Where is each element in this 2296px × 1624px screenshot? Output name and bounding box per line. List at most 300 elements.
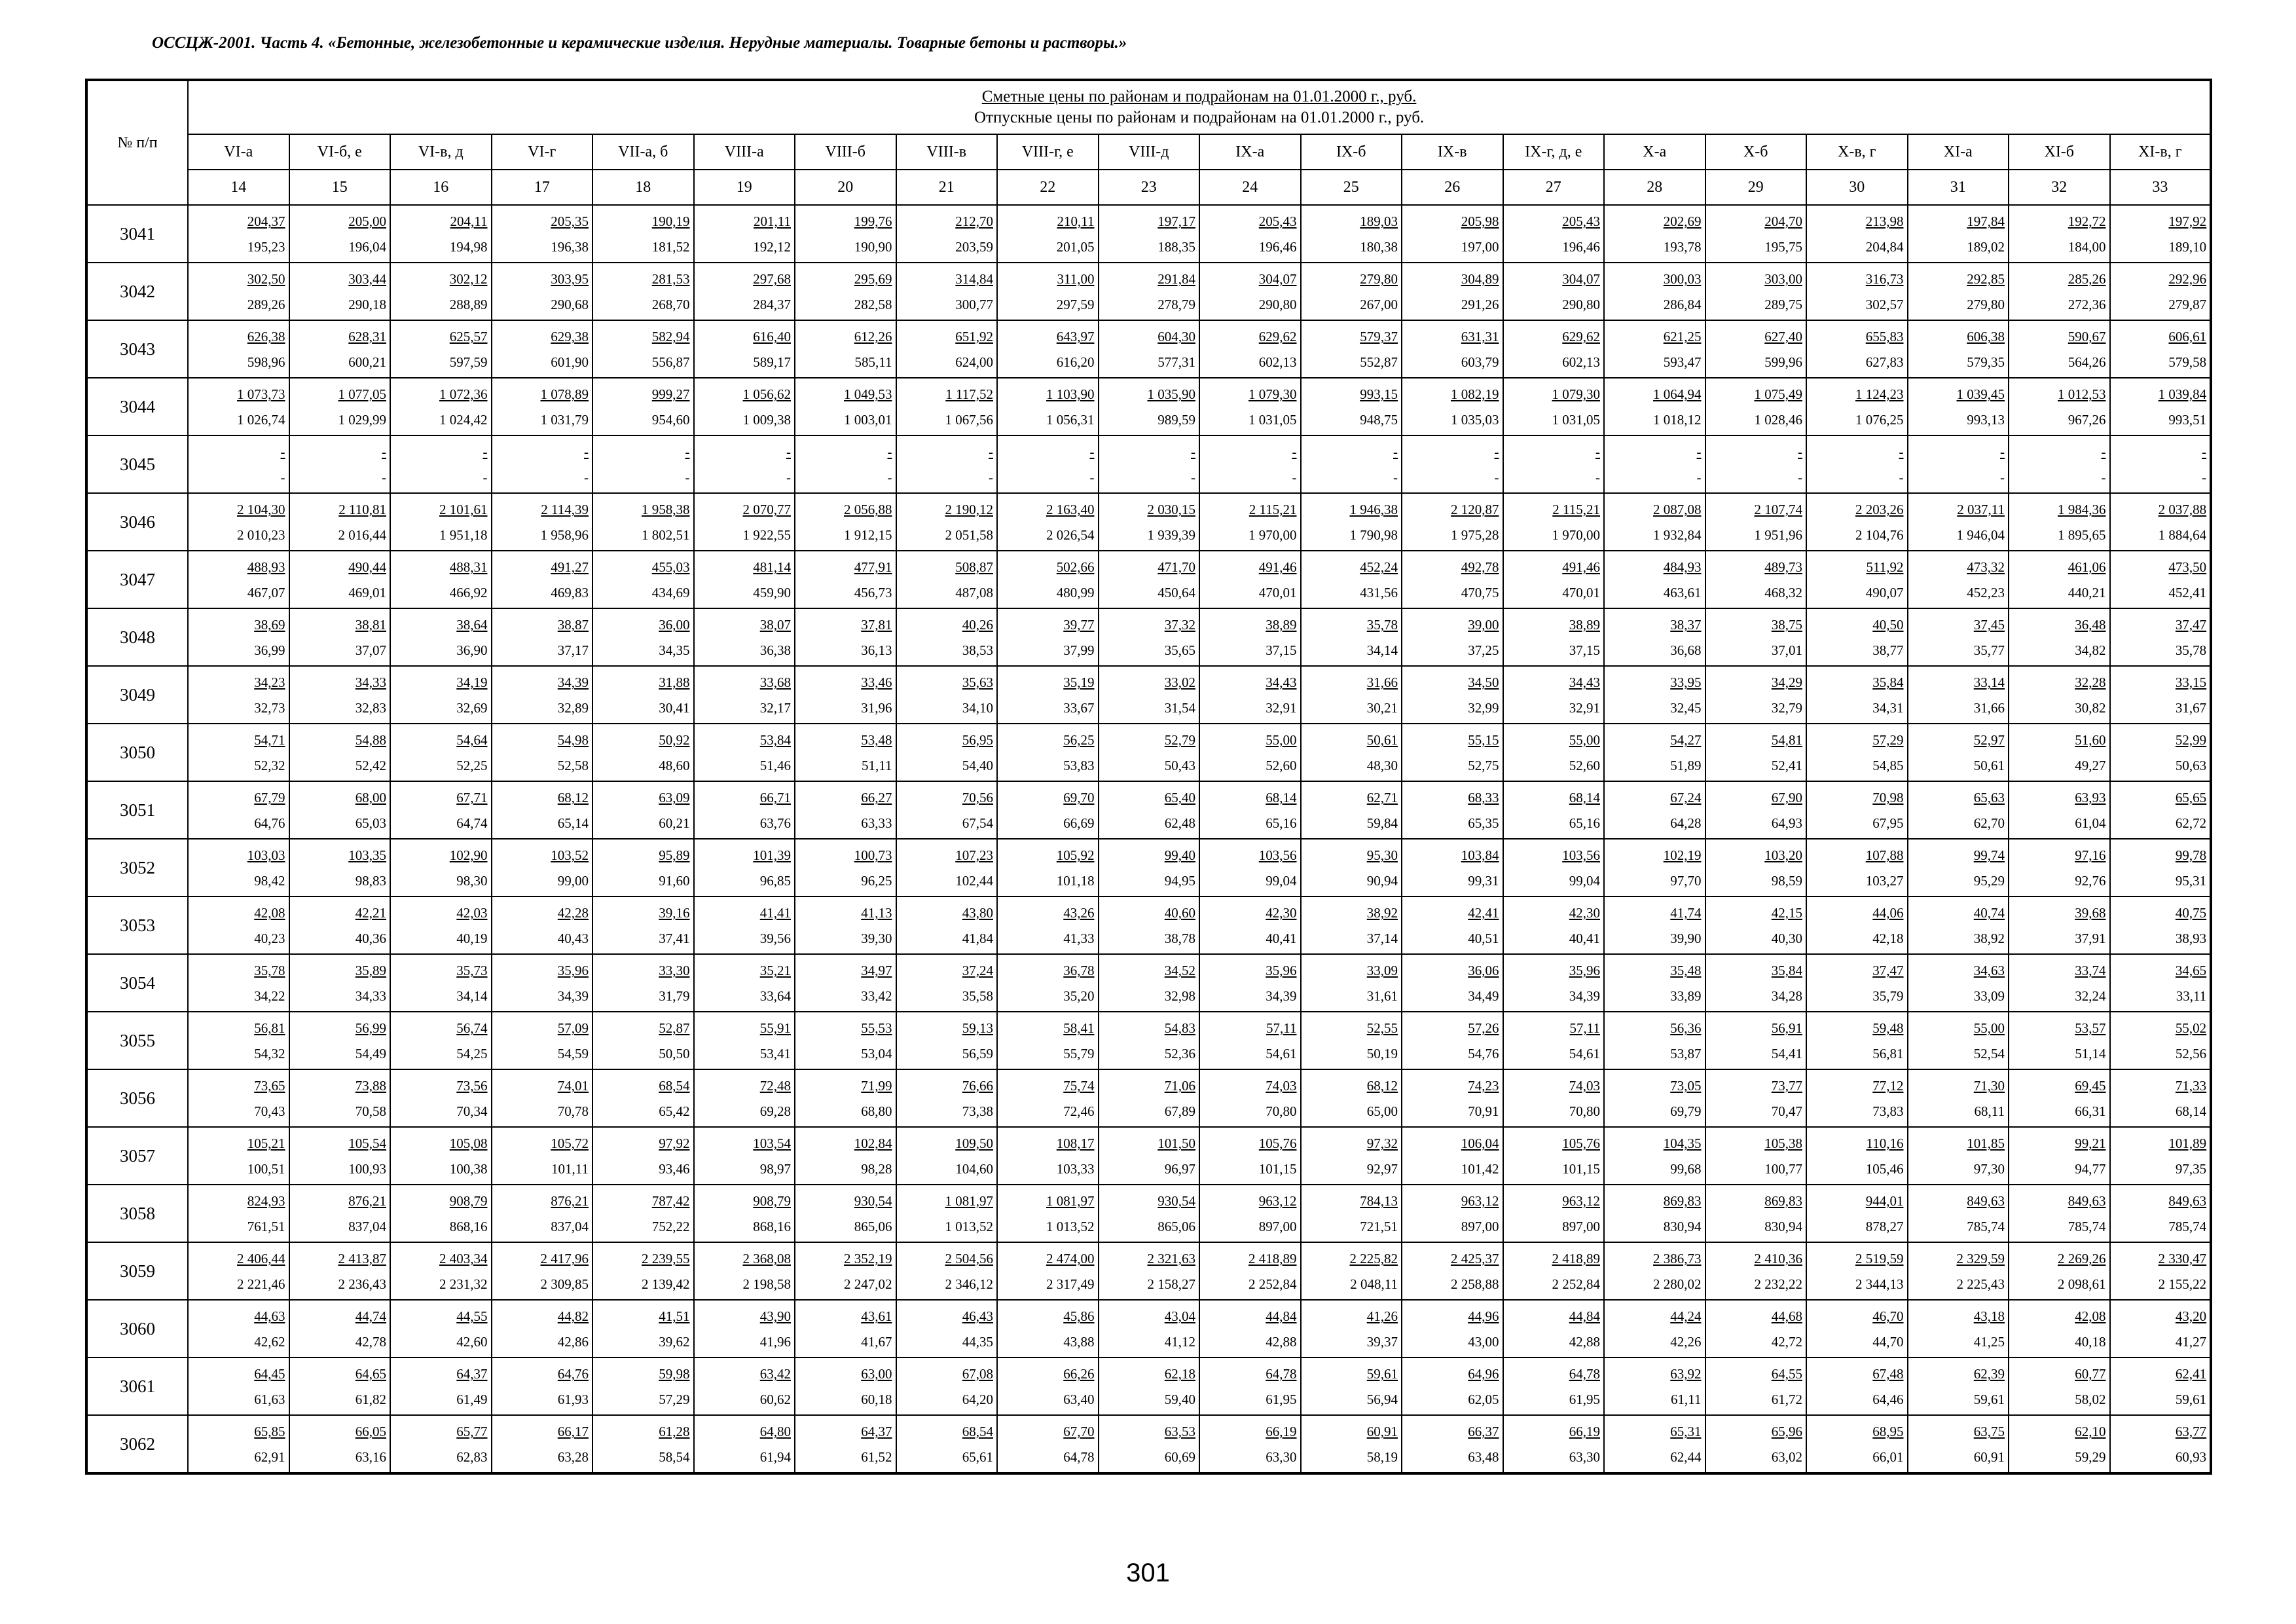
price-cell [1301, 493, 1402, 551]
release-price: 42,78 [355, 1334, 386, 1350]
price-cell [390, 1127, 492, 1185]
table-row [86, 493, 2211, 551]
estimate-price: 2 425,37 [1451, 1251, 1499, 1266]
price-cell [2110, 608, 2212, 666]
price-cell [1301, 666, 1402, 724]
estimate-price: 36,06 [1468, 963, 1499, 978]
estimate-price: 197,17 [1157, 213, 1195, 229]
release-price: 92,97 [1366, 1161, 1398, 1177]
price-cell [592, 1357, 694, 1415]
row-number: 3049 [86, 666, 188, 724]
price-cell [896, 608, 998, 666]
price-cell [1301, 839, 1402, 896]
release-price: 98,30 [456, 873, 488, 889]
release-price: 63,30 [1569, 1449, 1600, 1465]
price-cell [1806, 1012, 1908, 1069]
table-row [86, 1069, 2211, 1127]
table-row [86, 551, 2211, 608]
price-cell [2009, 1012, 2110, 1069]
price-cell [997, 1357, 1099, 1415]
release-price: 190,90 [854, 239, 892, 255]
release-price: 40,18 [2075, 1334, 2106, 1350]
price-cell [1806, 320, 1908, 378]
estimate-price: 68,14 [1266, 790, 1297, 805]
release-price: 1 790,98 [1349, 527, 1398, 543]
price-cell [592, 1127, 694, 1185]
release-price: 993,13 [1967, 412, 2005, 428]
estimate-price: 44,82 [557, 1308, 589, 1324]
release-price: 70,58 [355, 1103, 386, 1119]
estimate-price: 1 124,23 [1855, 386, 1904, 402]
release-price: 1 951,18 [439, 527, 488, 543]
release-price: 721,51 [1360, 1219, 1398, 1234]
estimate-price: 106,04 [1461, 1135, 1499, 1151]
estimate-price: 40,50 [1872, 617, 1904, 633]
estimate-price: 33,68 [759, 674, 791, 690]
release-price: 34,39 [1266, 988, 1297, 1004]
price-cell [997, 666, 1099, 724]
release-price: 57,29 [659, 1392, 690, 1407]
release-price: 466,92 [449, 585, 488, 600]
price-cell [492, 1357, 593, 1415]
estimate-price: 56,95 [962, 732, 993, 748]
price-cell [896, 724, 998, 781]
estimate-price: 107,23 [955, 847, 993, 863]
estimate-price: 281,53 [651, 271, 690, 287]
release-price: 1 028,46 [1754, 412, 1802, 428]
table-row [86, 954, 2211, 1012]
release-price: 37,01 [1771, 642, 1802, 658]
release-price: 50,50 [659, 1046, 690, 1061]
estimate-price: 61,28 [659, 1424, 690, 1439]
price-cell [896, 781, 998, 839]
estimate-price: - [1191, 444, 1195, 460]
price-cell [2110, 378, 2212, 435]
estimate-price: 205,35 [551, 213, 589, 229]
price-cell [997, 378, 1099, 435]
estimate-price: 2 504,56 [945, 1251, 993, 1266]
release-price: 1 970,00 [1552, 527, 1600, 543]
release-price: 290,18 [348, 297, 386, 312]
price-cell [1604, 781, 1705, 839]
release-price: 201,05 [1056, 239, 1095, 255]
release-price: 989,59 [1157, 412, 1195, 428]
release-price: 452,23 [1967, 585, 2005, 600]
estimate-price: 63,00 [861, 1366, 892, 1382]
price-cell [592, 839, 694, 896]
release-price: 52,42 [355, 758, 386, 773]
estimate-price: 65,31 [1670, 1424, 1702, 1439]
release-price: 188,35 [1157, 239, 1195, 255]
price-cell [1806, 1127, 1908, 1185]
price-cell [997, 781, 1099, 839]
release-price: 40,41 [1266, 931, 1297, 946]
column-number: 26 [1402, 170, 1503, 205]
price-cell [592, 1012, 694, 1069]
estimate-price: 824,93 [247, 1193, 285, 1209]
price-cell [694, 724, 795, 781]
release-price: 1 035,03 [1451, 412, 1499, 428]
release-price: 34,49 [1468, 988, 1499, 1004]
release-price: 1 013,52 [1046, 1219, 1095, 1234]
price-cell [997, 724, 1099, 781]
estimate-price: 40,60 [1164, 905, 1195, 921]
estimate-price: 54,64 [456, 732, 488, 748]
release-price: 62,91 [254, 1449, 285, 1465]
estimate-price: 104,35 [1663, 1135, 1702, 1151]
estimate-price: 105,38 [1764, 1135, 1802, 1151]
release-price: 181,52 [651, 239, 690, 255]
estimate-price: 43,18 [1973, 1308, 2005, 1324]
price-cell [795, 320, 896, 378]
row-number: 3046 [86, 493, 188, 551]
release-price: - [1899, 470, 1904, 485]
release-price: 1 031,05 [1248, 412, 1297, 428]
release-price: 98,28 [861, 1161, 892, 1177]
estimate-price: 33,02 [1164, 674, 1195, 690]
estimate-price: 66,37 [1468, 1424, 1499, 1439]
price-cell [1705, 608, 1807, 666]
release-price: - [280, 470, 285, 485]
price-cell [1301, 551, 1402, 608]
price-cell [896, 1357, 998, 1415]
price-cell [1099, 839, 1200, 896]
price-cell [2009, 205, 2110, 263]
estimate-price: 292,85 [1967, 271, 2005, 287]
price-cell [289, 1300, 391, 1357]
price-cell [1908, 320, 2009, 378]
release-price: 94,77 [2075, 1161, 2106, 1177]
release-price: 51,14 [2075, 1046, 2106, 1061]
estimate-price: 2 269,26 [2058, 1251, 2106, 1266]
price-cell [1604, 954, 1705, 1012]
price-cell [1199, 781, 1301, 839]
release-price: 41,67 [861, 1334, 892, 1350]
release-price: 830,94 [1764, 1219, 1802, 1234]
estimate-price: 484,93 [1663, 559, 1702, 575]
release-price: 52,32 [254, 758, 285, 773]
price-cell [1099, 551, 1200, 608]
release-price: 65,14 [557, 815, 589, 831]
region-header: VII-а, б [592, 134, 694, 170]
price-cell [2009, 896, 2110, 954]
release-price: 97,35 [2175, 1161, 2207, 1177]
release-price: - [887, 470, 892, 485]
price-cell [2110, 1185, 2212, 1242]
estimate-price: 52,99 [2175, 732, 2207, 748]
price-cell [188, 320, 289, 378]
estimate-price: 74,23 [1468, 1078, 1499, 1094]
estimate-price: 41,51 [659, 1308, 690, 1324]
price-cell [492, 1242, 593, 1300]
release-price: 38,92 [1973, 931, 2005, 946]
price-cell [694, 954, 795, 1012]
estimate-price: 35,96 [557, 963, 589, 978]
price-cell [1503, 1069, 1605, 1127]
estimate-price: 1 078,89 [540, 386, 589, 402]
estimate-price: 73,56 [456, 1078, 488, 1094]
estimate-price: 197,92 [2168, 213, 2207, 229]
table-row [86, 263, 2211, 320]
estimate-price: 35,84 [1872, 674, 1904, 690]
release-price: 585,11 [854, 354, 892, 370]
price-cell [1402, 1242, 1503, 1300]
price-cell [1705, 1415, 1807, 1473]
estimate-price: 103,52 [551, 847, 589, 863]
release-price: 61,95 [1569, 1392, 1600, 1407]
release-price: 434,69 [651, 585, 690, 600]
price-cell [1806, 666, 1908, 724]
price-cell [896, 435, 998, 493]
column-number: 29 [1705, 170, 1807, 205]
release-price: 65,35 [1468, 815, 1499, 831]
release-price: - [1494, 470, 1499, 485]
release-price: 1 009,38 [742, 412, 791, 428]
estimate-price: 68,33 [1468, 790, 1499, 805]
release-price: 32,91 [1569, 700, 1600, 716]
table-title [188, 80, 2211, 134]
release-price: 470,01 [1562, 585, 1600, 600]
estimate-price: 34,43 [1266, 674, 1297, 690]
estimate-price: 316,73 [1865, 271, 1904, 287]
release-price: 64,78 [1063, 1449, 1095, 1465]
price-cell [997, 839, 1099, 896]
release-price: 36,13 [861, 642, 892, 658]
price-cell [1908, 378, 2009, 435]
release-price: 105,46 [1865, 1161, 1904, 1177]
estimate-price: 63,75 [1973, 1424, 2005, 1439]
estimate-price: 38,87 [557, 617, 589, 633]
estimate-price: 606,61 [2168, 329, 2207, 344]
price-cell [188, 839, 289, 896]
estimate-price: 42,30 [1569, 905, 1600, 921]
release-price: 469,83 [551, 585, 589, 600]
estimate-price: 604,30 [1157, 329, 1195, 344]
price-cell [997, 263, 1099, 320]
price-cell [1806, 1185, 1908, 1242]
page-number: 301 [1126, 1559, 1170, 1587]
price-cell [289, 551, 391, 608]
estimate-price: 66,05 [355, 1424, 386, 1439]
estimate-price: 2 163,40 [1046, 502, 1095, 517]
release-price: 96,97 [1164, 1161, 1195, 1177]
region-header-row [86, 134, 2211, 170]
release-price: 59,29 [2075, 1449, 2106, 1465]
estimate-price: 35,96 [1569, 963, 1600, 978]
price-cell [289, 954, 391, 1012]
release-price: 33,64 [759, 988, 791, 1004]
release-price: 2 280,02 [1653, 1276, 1702, 1292]
estimate-price: 35,89 [355, 963, 386, 978]
estimate-price: 42,41 [1468, 905, 1499, 921]
release-price: 59,61 [1973, 1392, 2005, 1407]
price-cell [188, 1415, 289, 1473]
price-cell [492, 435, 593, 493]
estimate-price: 41,41 [759, 905, 791, 921]
release-price: 50,19 [1366, 1046, 1398, 1061]
estimate-price: 304,07 [1258, 271, 1297, 287]
price-cell [1705, 724, 1807, 781]
price-cell [896, 205, 998, 263]
price-cell [795, 724, 896, 781]
release-price: 61,11 [1671, 1392, 1702, 1407]
price-cell [1908, 781, 2009, 839]
release-price: 49,27 [2075, 758, 2106, 773]
price-cell [592, 724, 694, 781]
price-cell [1604, 263, 1705, 320]
price-cell [1705, 666, 1807, 724]
release-price: 752,22 [651, 1219, 690, 1234]
release-price: 1 958,96 [540, 527, 589, 543]
row-number: 3062 [86, 1415, 188, 1473]
release-price: 67,89 [1164, 1103, 1195, 1119]
release-price: 92,76 [2075, 873, 2106, 889]
price-cell [390, 493, 492, 551]
estimate-price: 295,69 [854, 271, 892, 287]
release-price: 62,44 [1670, 1449, 1702, 1465]
release-price: 597,59 [449, 354, 488, 370]
release-price: 36,99 [254, 642, 285, 658]
release-price: 56,81 [1872, 1046, 1904, 1061]
estimate-price: 105,72 [551, 1135, 589, 1151]
release-price: 39,37 [1366, 1334, 1398, 1350]
release-price: 97,70 [1670, 873, 1702, 889]
estimate-price: 58,41 [1063, 1020, 1095, 1036]
release-price: 95,31 [2175, 873, 2207, 889]
estimate-price: 300,03 [1663, 271, 1702, 287]
estimate-price: 54,98 [557, 732, 589, 748]
release-price: 2 232,22 [1754, 1276, 1802, 1292]
estimate-price: 42,08 [254, 905, 285, 921]
release-price: 65,03 [355, 815, 386, 831]
estimate-price: 311,00 [1057, 271, 1095, 287]
estimate-price: 35,96 [1266, 963, 1297, 978]
estimate-price: - [382, 444, 386, 460]
release-price: 2 010,23 [237, 527, 285, 543]
release-price: 65,16 [1266, 815, 1297, 831]
estimate-price: 103,03 [247, 847, 285, 863]
estimate-price: 103,56 [1258, 847, 1297, 863]
estimate-price: 304,89 [1461, 271, 1499, 287]
price-cell [694, 205, 795, 263]
price-cell [694, 839, 795, 896]
price-cell [1402, 435, 1503, 493]
release-price: 2 236,43 [338, 1276, 386, 1292]
price-cell [694, 1127, 795, 1185]
estimate-price: 502,66 [1056, 559, 1095, 575]
release-price: 2 225,43 [1956, 1276, 2005, 1292]
estimate-price: 44,74 [355, 1308, 386, 1324]
estimate-price: 64,96 [1468, 1366, 1499, 1382]
release-price: 1 031,79 [540, 412, 589, 428]
release-price: 1 884,64 [2158, 527, 2207, 543]
release-price: 54,59 [557, 1046, 589, 1061]
release-price: 67,95 [1872, 815, 1904, 831]
estimate-price: 56,36 [1670, 1020, 1702, 1036]
release-price: 98,42 [254, 873, 285, 889]
estimate-price: 110,16 [1866, 1135, 1904, 1151]
row-number: 3057 [86, 1127, 188, 1185]
release-price: - [786, 470, 791, 485]
estimate-price: 33,74 [2075, 963, 2106, 978]
release-price: 897,00 [1461, 1219, 1499, 1234]
estimate-price: 35,73 [456, 963, 488, 978]
price-cell [1301, 205, 1402, 263]
price-cell [997, 954, 1099, 1012]
price-cell [390, 1415, 492, 1473]
price-cell [896, 896, 998, 954]
release-price: 39,62 [659, 1334, 690, 1350]
price-cell [1301, 1357, 1402, 1415]
price-cell [1604, 1012, 1705, 1069]
estimate-price: 1 082,19 [1451, 386, 1499, 402]
release-price: 2 221,46 [237, 1276, 285, 1292]
release-price: 579,35 [1967, 354, 2005, 370]
price-cell [795, 1300, 896, 1357]
price-cell [1604, 896, 1705, 954]
estimate-price: 102,19 [1663, 847, 1702, 863]
estimate-price: 2 115,21 [1248, 502, 1297, 517]
estimate-price: 2 413,87 [338, 1251, 386, 1266]
estimate-price: 2 087,08 [1653, 502, 1702, 517]
estimate-price: 1 035,90 [1147, 386, 1195, 402]
release-price: 624,00 [955, 354, 993, 370]
estimate-price: 41,26 [1366, 1308, 1398, 1324]
estimate-price: 849,63 [1967, 1193, 2005, 1209]
estimate-price: 787,42 [651, 1193, 690, 1209]
price-cell [188, 435, 289, 493]
price-cell [188, 1300, 289, 1357]
price-cell [390, 551, 492, 608]
estimate-price: 71,06 [1164, 1078, 1195, 1094]
estimate-price: 1 081,97 [945, 1193, 993, 1209]
estimate-price: 202,69 [1663, 213, 1702, 229]
release-price: 37,91 [2075, 931, 2106, 946]
release-price: 54,76 [1468, 1046, 1499, 1061]
estimate-price: - [584, 444, 589, 460]
price-cell [1604, 205, 1705, 263]
estimate-price: 490,44 [348, 559, 386, 575]
release-price: 38,93 [2175, 931, 2207, 946]
release-price: 39,30 [861, 931, 892, 946]
release-price: 1 970,00 [1248, 527, 1297, 543]
release-price: 290,68 [551, 297, 589, 312]
release-price: 2 252,84 [1248, 1276, 1297, 1292]
price-cell [592, 320, 694, 378]
price-cell [2110, 954, 2212, 1012]
release-price: 34,22 [254, 988, 285, 1004]
price-cell [592, 1185, 694, 1242]
estimate-price: 52,87 [659, 1020, 690, 1036]
release-price: 62,48 [1164, 815, 1195, 831]
estimate-price: - [786, 444, 791, 460]
price-cell [1604, 1242, 1705, 1300]
release-price: 100,77 [1764, 1161, 1802, 1177]
price-cell [795, 666, 896, 724]
estimate-price: 53,48 [861, 732, 892, 748]
release-price: 203,59 [955, 239, 993, 255]
release-price: 93,46 [659, 1161, 690, 1177]
estimate-price: 869,83 [1764, 1193, 1802, 1209]
price-cell [1604, 1357, 1705, 1415]
price-cell [997, 493, 1099, 551]
release-price: 785,74 [2068, 1219, 2106, 1234]
release-price: 48,60 [659, 758, 690, 773]
estimate-price: 34,52 [1164, 963, 1195, 978]
price-cell [2009, 551, 2110, 608]
release-price: 39,90 [1670, 931, 1702, 946]
release-price: 192,12 [753, 239, 791, 255]
